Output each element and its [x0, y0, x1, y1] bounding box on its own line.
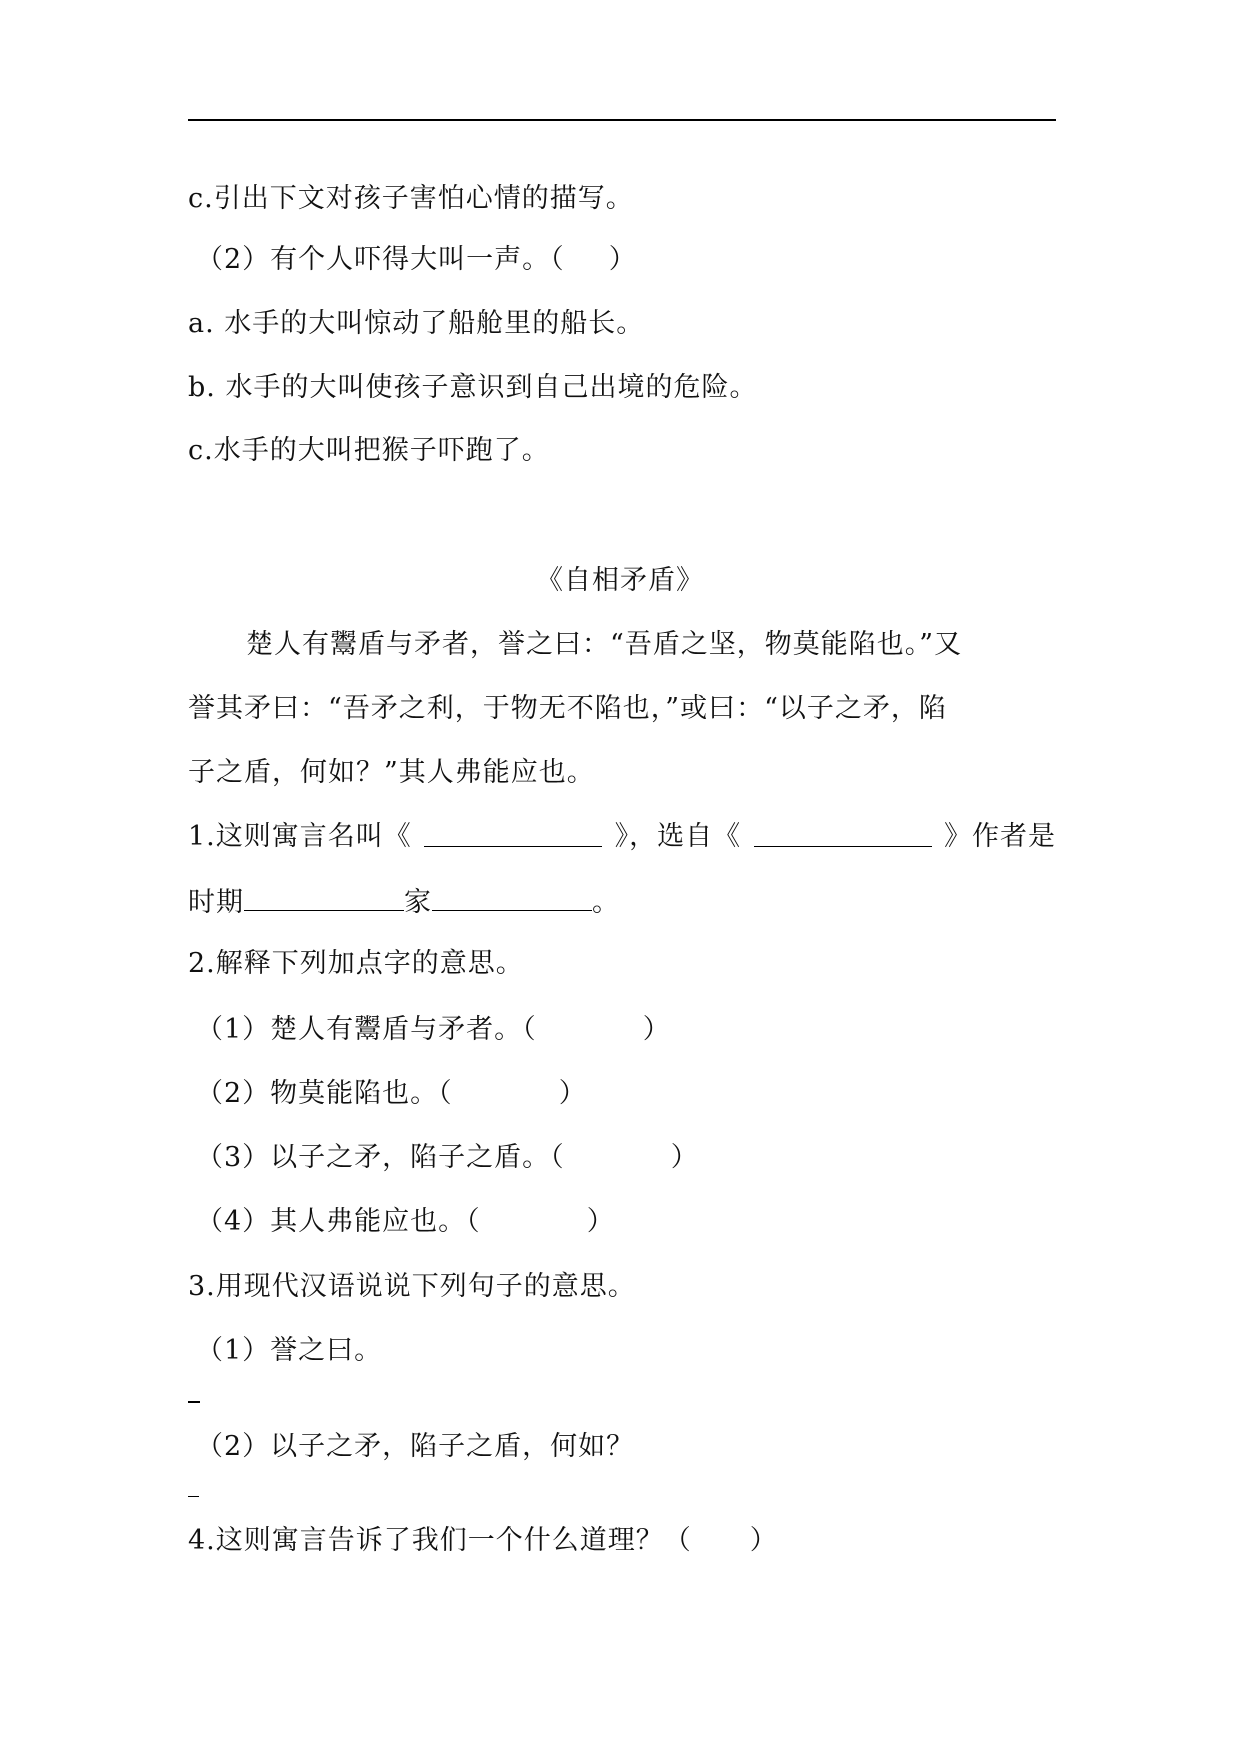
option-a: a. 水手的大叫惊动了船舱里的船长。 [188, 308, 645, 339]
question-1-line-2: 时期 家 。 [188, 884, 620, 920]
passage-line-3: 子之盾，何如？”其人弗能应也。 [188, 757, 595, 788]
question-3-item-2: （2）以子之矛，陷子之盾，何如？ [196, 1431, 635, 1462]
passage-title: 《自相矛盾》 [536, 565, 704, 596]
answer-line[interactable] [188, 1496, 199, 1497]
header-rule [188, 119, 1056, 121]
question-2-stem: 2.解释下列加点字的意思。 [188, 948, 524, 979]
question-3-stem: 3.用现代汉语说说下列句子的意思。 [188, 1271, 636, 1302]
blank-school[interactable] [432, 884, 592, 911]
question-4-stem: 4.这则寓言告诉了我们一个什么道理？（ ） [188, 1525, 778, 1556]
question-2-item-2: （2）物莫能陷也。（ ） [196, 1078, 587, 1109]
question-1-line-1: 1.这则寓言名叫《 》，选自《 》作者是 [188, 821, 1056, 852]
question-3-item-1: （1）誉之曰。 [196, 1335, 383, 1366]
blank-fable-name[interactable] [424, 820, 602, 847]
blank-period[interactable] [244, 884, 404, 911]
option-c-prev: c.引出下文对孩子害怕心情的描写。 [188, 183, 634, 214]
answer-line[interactable] [188, 1401, 200, 1403]
option-b: b. 水手的大叫使孩子意识到自己出境的危险。 [188, 372, 758, 403]
passage-line-2: 誉其矛曰：“吾矛之利，于物无不陷也，”或曰：“以子之矛，陷 [188, 693, 947, 724]
question-2-prev: （2）有个人吓得大叫一声。（ ） [196, 244, 637, 275]
blank-source[interactable] [754, 820, 932, 847]
option-c: c.水手的大叫把猴子吓跑了。 [188, 435, 550, 466]
passage-line-1: 楚人有鬻盾与矛者，誉之曰：“吾盾之坚，物莫能陷也。”又 [246, 629, 963, 660]
question-2-item-3: （3）以子之矛，陷子之盾。（ ） [196, 1142, 699, 1173]
question-2-item-4: （4）其人弗能应也。（ ） [196, 1206, 615, 1237]
question-2-item-1: （1）楚人有鬻盾与矛者。（ ） [196, 1014, 671, 1045]
